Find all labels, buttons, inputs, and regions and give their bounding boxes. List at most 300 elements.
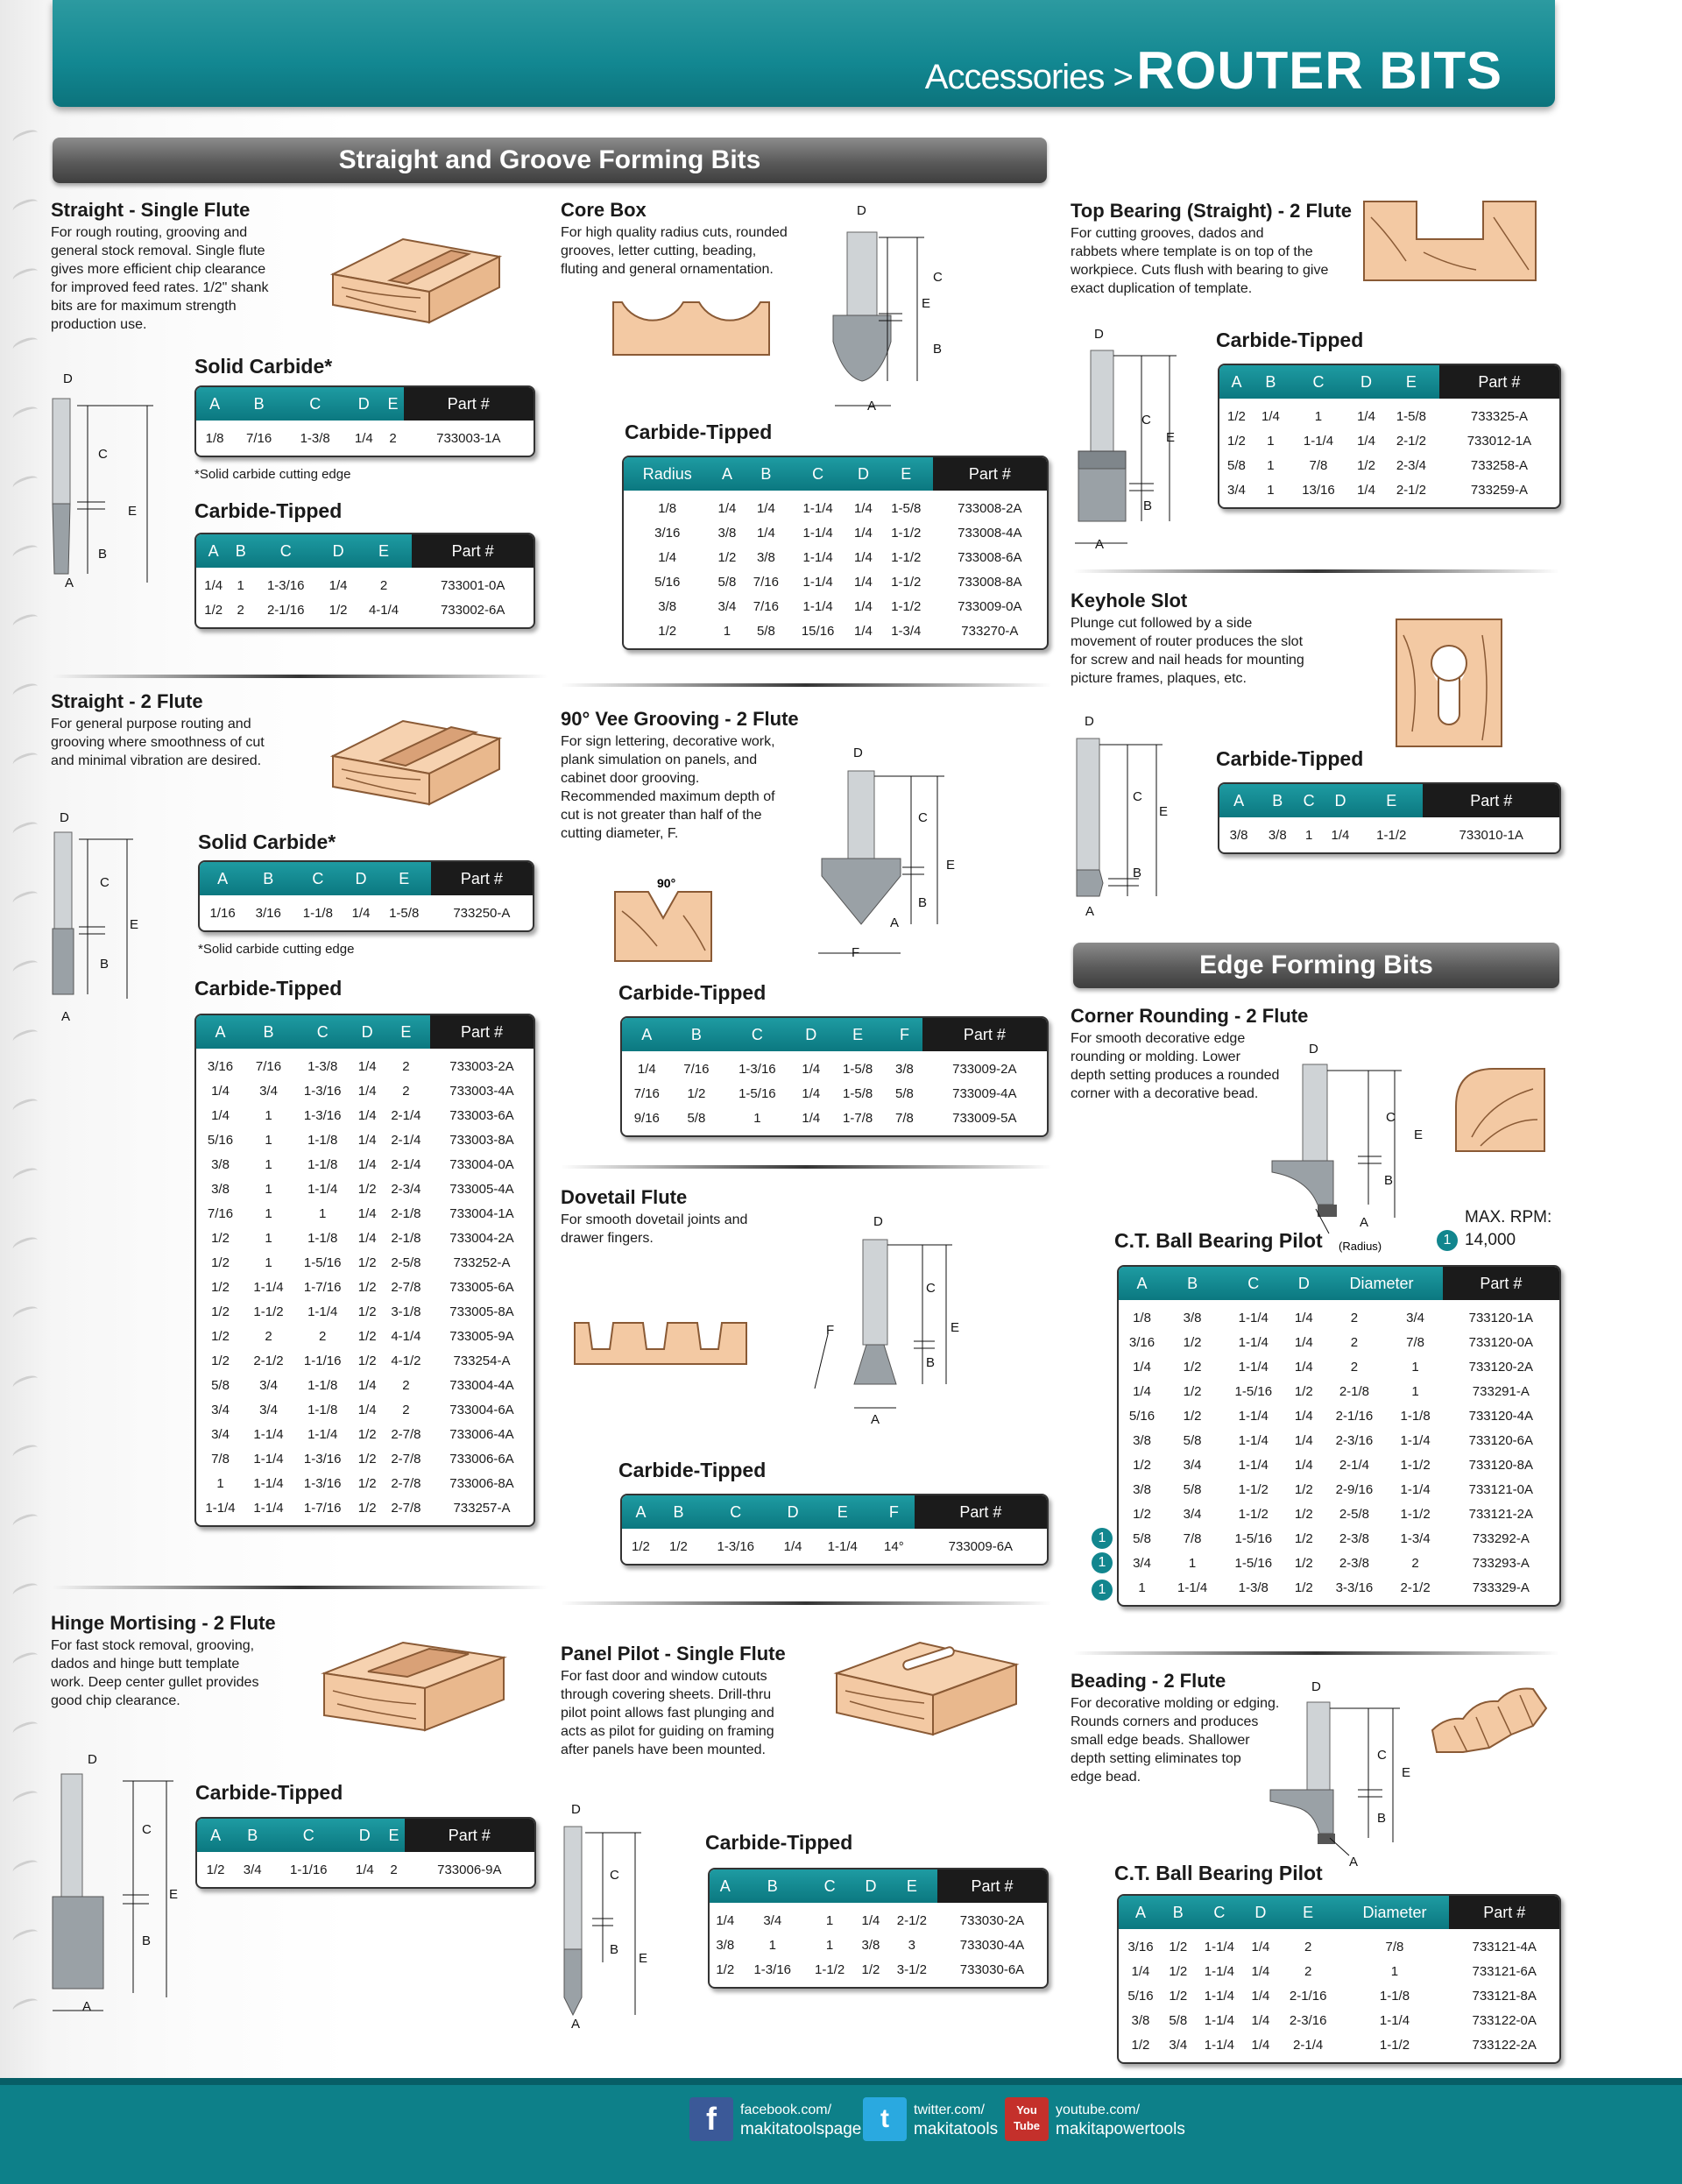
dim-label-d: D bbox=[60, 810, 69, 825]
vee-grooving-section bbox=[561, 708, 841, 843]
dim-label-a: A bbox=[890, 915, 900, 930]
column-header: C bbox=[251, 534, 321, 568]
dim-label-e: E bbox=[130, 917, 139, 932]
straight-two-bit-diagram bbox=[53, 806, 140, 1025]
column-header: D bbox=[345, 387, 382, 421]
column-header: B bbox=[230, 534, 251, 568]
table-title: Carbide-Tipped bbox=[194, 977, 343, 1000]
table-cell: 733005-6A bbox=[449, 1279, 514, 1295]
table-cell: 1/2 bbox=[687, 1085, 706, 1101]
table-cell: 1/4 bbox=[861, 1912, 880, 1928]
table-cell: 1-1/4 bbox=[1177, 1580, 1208, 1595]
top-bearing-section bbox=[1071, 200, 1360, 298]
beading-table bbox=[1117, 1894, 1561, 2064]
table-cell: 1/4 bbox=[354, 430, 373, 446]
table-cell: 1 bbox=[319, 1205, 327, 1221]
corner-rounding-wood-illustration bbox=[1454, 1067, 1546, 1153]
table-title: Carbide-Tipped bbox=[618, 981, 767, 1004]
table-cell: 1 bbox=[723, 623, 731, 639]
table-cell: 733006-8A bbox=[449, 1475, 514, 1491]
table-cell: 1/2 bbox=[1183, 1383, 1202, 1399]
table-cell: 1-1/4 bbox=[1238, 1432, 1269, 1448]
table-cell: 1-1/8 bbox=[1379, 1988, 1410, 2004]
dim-label-b: B bbox=[1384, 1173, 1394, 1188]
table-cell: 1-1/4 bbox=[1238, 1359, 1269, 1375]
table-cell: 2 bbox=[1411, 1555, 1419, 1571]
table-cell: 1/2 bbox=[357, 1279, 377, 1295]
column-header: E bbox=[382, 387, 403, 421]
column-header: Part # bbox=[1439, 365, 1559, 399]
table-cell: 3/4 bbox=[211, 1426, 230, 1442]
table-cell: 3/4 bbox=[243, 1862, 262, 1877]
column-header: E bbox=[382, 1015, 430, 1049]
table-cell: 1-1/2 bbox=[814, 1961, 845, 1977]
column-header: Part # bbox=[431, 862, 533, 895]
dovetail-table bbox=[620, 1494, 1049, 1566]
column-header: F bbox=[887, 1018, 922, 1051]
table-cell: 1 bbox=[1267, 433, 1275, 449]
table-cell: 1-3/16 bbox=[303, 1107, 342, 1123]
table-cell: 5/8 bbox=[687, 1110, 706, 1126]
column-header: C bbox=[697, 1495, 774, 1529]
table-cell: 3/4 bbox=[259, 1083, 278, 1099]
table-cell: 733122-0A bbox=[1472, 2012, 1537, 2028]
facebook-icon: f bbox=[689, 2097, 733, 2141]
table-row bbox=[196, 1049, 534, 1078]
table-cell: 1/4 bbox=[637, 1061, 656, 1077]
dim-label-a: A bbox=[1349, 1855, 1359, 1869]
table-cell: 733121-6A bbox=[1472, 1963, 1537, 1979]
core-box-section bbox=[561, 199, 841, 279]
table-cell: 5/16 bbox=[1127, 1988, 1154, 2004]
keyhole-table bbox=[1218, 782, 1561, 854]
table-cell: 1-1/2 bbox=[891, 549, 922, 565]
table-cell: 1-5/16 bbox=[303, 1255, 342, 1270]
table-row bbox=[196, 1078, 534, 1103]
dim-label-b: B bbox=[142, 1933, 152, 1948]
table-row bbox=[1119, 1354, 1559, 1379]
dim-label-d: D bbox=[1311, 1679, 1321, 1694]
table-cell: 733004-1A bbox=[449, 1205, 514, 1221]
table-cell: 1/4 bbox=[211, 1107, 230, 1123]
table-cell: 1/2 bbox=[211, 1304, 230, 1319]
table-cell: 1/16 bbox=[209, 905, 236, 921]
product-description: For sign lettering, decorative work, plank simulation on panels, and cabinet door grooving. Recommended maximum depth of cut is not greater than half of the cutting diameter, F. bbox=[561, 734, 775, 841]
dim-label-e: E bbox=[1159, 804, 1169, 819]
table-cell: 1/4 bbox=[1331, 827, 1350, 843]
table-cell: 1-3/4 bbox=[891, 623, 922, 639]
dim-label-d: D bbox=[88, 1752, 97, 1767]
straight-single-groove-wood-illustration bbox=[329, 235, 504, 327]
page-header bbox=[53, 0, 1555, 107]
table-title: Solid Carbide* bbox=[198, 830, 336, 853]
vee-angle-label: 90° bbox=[657, 876, 676, 890]
table-cell: 2-1/8 bbox=[1339, 1383, 1370, 1399]
column-header: C bbox=[1288, 365, 1349, 399]
column-header: B bbox=[743, 457, 788, 491]
table-cell: 733250-A bbox=[453, 905, 511, 921]
table-row bbox=[1119, 1551, 1559, 1575]
divider bbox=[561, 1165, 1051, 1169]
table-cell: 1-1/4 bbox=[1204, 1939, 1234, 1954]
table-cell: 1 bbox=[1314, 408, 1323, 424]
table-cell: 1-5/8 bbox=[843, 1085, 873, 1101]
table-cell: 733292-A bbox=[1472, 1530, 1530, 1546]
vee-table bbox=[620, 1016, 1049, 1137]
youtube-text bbox=[1056, 2101, 1185, 2140]
table-cell: 1/2 bbox=[1131, 2037, 1150, 2053]
table-cell: 1-1/16 bbox=[303, 1353, 342, 1368]
column-header: C bbox=[1219, 1267, 1287, 1300]
product-description: For high quality radius cuts, rounded grooves, letter cutting, beading, fluting and general ornamentation. bbox=[561, 225, 788, 277]
dim-label-e: E bbox=[1402, 1765, 1411, 1780]
table-cell: 3/4 bbox=[717, 598, 737, 614]
table-cell: 1 bbox=[1267, 482, 1275, 498]
table-cell: 1/2 bbox=[1294, 1555, 1313, 1571]
core-box-wood-illustration bbox=[611, 298, 774, 364]
table-cell: 1-1/4 bbox=[1204, 2012, 1234, 2028]
column-header: E bbox=[1360, 784, 1423, 817]
table-cell: 733004-6A bbox=[449, 1402, 514, 1417]
table-cell: 1-5/8 bbox=[1396, 408, 1427, 424]
table-cell: 3/8 bbox=[1133, 1481, 1151, 1497]
table-cell: 733005-9A bbox=[449, 1328, 514, 1344]
table-cell: 733004-2A bbox=[449, 1230, 514, 1246]
table-cell: 1 bbox=[1390, 1963, 1399, 1979]
column-header: D bbox=[352, 1015, 382, 1049]
table-cell: 3-1/2 bbox=[896, 1961, 927, 1977]
table-row bbox=[1219, 399, 1559, 428]
table-cell: 1-7/16 bbox=[303, 1279, 342, 1295]
table-row bbox=[196, 1127, 534, 1152]
column-header: Part # bbox=[1443, 1267, 1559, 1300]
table-cell: 4-1/4 bbox=[368, 602, 399, 618]
product-name: Keyhole Slot bbox=[1071, 590, 1188, 611]
table-cell: 1 bbox=[265, 1230, 272, 1246]
column-header: D bbox=[774, 1495, 812, 1529]
table-row bbox=[624, 545, 1047, 569]
table-cell: 1 bbox=[825, 1937, 834, 1953]
table-cell: 1-1/2 bbox=[1379, 2037, 1410, 2053]
table-cell: 2 bbox=[1304, 1963, 1312, 1979]
table-cell: 2-1/4 bbox=[391, 1156, 421, 1172]
column-header: B bbox=[244, 1015, 293, 1049]
table-cell: 1/2 bbox=[357, 1500, 377, 1516]
table-cell: 1-1/4 bbox=[205, 1500, 236, 1516]
column-header: D bbox=[1321, 784, 1360, 817]
table-cell: 1/2 bbox=[1169, 1963, 1188, 1979]
table-cell: 1/4 bbox=[854, 623, 873, 639]
divider bbox=[561, 1601, 1051, 1605]
table-cell: 1/2 bbox=[329, 602, 348, 618]
table-row bbox=[622, 1529, 1047, 1564]
table-cell: 1/4 bbox=[1294, 1457, 1313, 1473]
table-cell: 1/4 bbox=[329, 577, 348, 593]
dim-label-b: B bbox=[1143, 498, 1153, 513]
dovetail-wood-illustration bbox=[573, 1318, 748, 1367]
table-cell: 1-7/8 bbox=[843, 1110, 873, 1126]
table-row bbox=[196, 1324, 534, 1348]
table-cell: 1/2 bbox=[211, 1328, 230, 1344]
table-cell: 733120-2A bbox=[1468, 1359, 1534, 1375]
table-cell: 1-1/4 bbox=[802, 525, 833, 541]
table-cell: 1-1/2 bbox=[1376, 827, 1407, 843]
column-header: A bbox=[622, 1018, 672, 1051]
column-header: Part # bbox=[412, 534, 534, 568]
product-description: For smooth decorative edge rounding or molding. Lower depth setting produces a rounded corner with a decorative bead. bbox=[1071, 1031, 1280, 1101]
table-cell: 1 bbox=[1267, 457, 1275, 473]
table-cell: 1/4 bbox=[1294, 1334, 1313, 1350]
column-header: D bbox=[847, 457, 880, 491]
beading-bit-diagram bbox=[1262, 1672, 1410, 1873]
straight-single-bit-diagram bbox=[53, 372, 158, 600]
dim-label-a: A bbox=[1085, 904, 1095, 919]
table-cell: 733009-4A bbox=[952, 1085, 1017, 1101]
product-description: For decorative molding or edging. Rounds corners and produces small edge beads. Shallower depth setting eliminates top edge bead. bbox=[1071, 1696, 1280, 1785]
table-cell: 733121-2A bbox=[1468, 1506, 1534, 1522]
table-cell: 3/16 bbox=[255, 905, 281, 921]
product-name: Corner Rounding - 2 Flute bbox=[1071, 1005, 1309, 1027]
table-cell: 4-1/2 bbox=[391, 1353, 421, 1368]
product-name: Straight - 2 Flute bbox=[51, 690, 203, 712]
table-cell: 2-3/16 bbox=[1289, 2012, 1327, 2028]
table-cell: 1/2 bbox=[1169, 1939, 1188, 1954]
table-cell: 1 bbox=[1138, 1580, 1146, 1595]
youtube-line1: youtube.com/ bbox=[1056, 2103, 1141, 2117]
table-cell: 1/2 bbox=[1227, 408, 1246, 424]
column-header: E bbox=[887, 1869, 937, 1903]
table-row bbox=[624, 618, 1047, 648]
table-cell: 3/4 bbox=[1183, 1506, 1202, 1522]
table-row bbox=[1119, 2008, 1559, 2032]
table-cell: 5/8 bbox=[756, 623, 775, 639]
table-cell: 2 bbox=[1350, 1359, 1359, 1375]
dim-label-a: A bbox=[1095, 537, 1105, 552]
table-row bbox=[622, 1051, 1047, 1081]
column-header: E bbox=[378, 862, 431, 895]
column-header: B bbox=[672, 1018, 722, 1051]
table-cell: 1-5/16 bbox=[1234, 1530, 1273, 1546]
table-cell: 1 bbox=[768, 1937, 776, 1953]
dim-label-e: E bbox=[946, 858, 956, 873]
table-cell: 733006-6A bbox=[449, 1451, 514, 1467]
table-cell: 1/4 bbox=[1357, 408, 1375, 424]
column-header: C bbox=[293, 1015, 352, 1049]
table-cell: 1/2 bbox=[861, 1961, 880, 1977]
dim-label-f: F bbox=[852, 945, 860, 960]
table-cell: 1 bbox=[265, 1107, 272, 1123]
dim-label-d: D bbox=[63, 371, 73, 386]
table-cell: 733003-2A bbox=[449, 1058, 514, 1074]
table-cell: 733329-A bbox=[1472, 1580, 1530, 1595]
table-cell: 1 bbox=[265, 1132, 272, 1148]
table-row bbox=[1119, 2032, 1559, 2062]
table-cell: 2 bbox=[389, 430, 397, 446]
column-header: A bbox=[1219, 365, 1254, 399]
max-rpm-badge: 1 bbox=[1437, 1230, 1458, 1251]
table-cell: 1/4 bbox=[1251, 1963, 1270, 1979]
table-row bbox=[196, 1250, 534, 1275]
table-cell: 733005-8A bbox=[449, 1304, 514, 1319]
hinge-mortising-section bbox=[51, 1612, 322, 1710]
table-cell: 2-7/8 bbox=[391, 1279, 421, 1295]
dim-label-d: D bbox=[571, 1802, 581, 1817]
table-cell: 3-1/8 bbox=[391, 1304, 421, 1319]
table-cell: 2-1/16 bbox=[1289, 1988, 1327, 2004]
table-cell: 1/2 bbox=[357, 1181, 377, 1197]
table-cell: 1/4 bbox=[802, 1061, 821, 1077]
table-cell: 1/4 bbox=[1251, 2037, 1270, 2053]
table-cell: 5/8 bbox=[1183, 1481, 1202, 1497]
column-header: Part # bbox=[1449, 1896, 1559, 1929]
table-row bbox=[196, 421, 534, 456]
spiral-binding bbox=[12, 131, 47, 2050]
divider bbox=[1073, 1651, 1559, 1655]
product-name: Straight - Single Flute bbox=[51, 199, 251, 221]
table-cell: 7/16 bbox=[255, 1058, 282, 1074]
product-description: For fast door and window cutouts through covering sheets. Drill-thru pilot point allows fast plunging and acts as pilot for guiding on framing after panels have been mounted. bbox=[561, 1669, 774, 1757]
table-cell: 5/8 bbox=[211, 1377, 230, 1393]
column-header: F bbox=[873, 1495, 915, 1529]
dim-label-d: D bbox=[873, 1214, 883, 1229]
dim-label-a: A bbox=[571, 2017, 581, 2032]
straight-single-flute-section bbox=[51, 199, 314, 334]
table-cell: 1 bbox=[216, 1475, 224, 1491]
table-row bbox=[1119, 1452, 1559, 1477]
table-cell: 1/4 bbox=[854, 525, 873, 541]
table-cell: 1-1/4 bbox=[1238, 1408, 1269, 1424]
table-cell: 1/2 bbox=[716, 1961, 735, 1977]
table-row bbox=[196, 1471, 534, 1495]
column-header: A bbox=[710, 457, 743, 491]
table-cell: 2 bbox=[402, 1402, 410, 1417]
table-cell: 1-1/4 bbox=[253, 1279, 284, 1295]
dim-label-d: D bbox=[1094, 327, 1104, 342]
column-header: Radius bbox=[624, 457, 710, 491]
table-cell: 733008-4A bbox=[958, 525, 1022, 541]
column-header: Part # bbox=[922, 1018, 1047, 1051]
table-row bbox=[1119, 1526, 1559, 1551]
table-cell: 733270-A bbox=[961, 623, 1019, 639]
table-row bbox=[196, 1348, 534, 1373]
table-title: Carbide-Tipped bbox=[705, 1831, 853, 1854]
column-header: C bbox=[1297, 784, 1321, 817]
column-header: C bbox=[271, 1819, 346, 1852]
table-cell: 7/8 bbox=[1406, 1334, 1425, 1350]
column-header: A bbox=[196, 1015, 244, 1049]
table-cell: 1/4 bbox=[355, 1862, 374, 1877]
table-cell: 1-5/16 bbox=[1234, 1383, 1273, 1399]
column-header: A bbox=[622, 1495, 660, 1529]
column-header: E bbox=[1276, 1896, 1340, 1929]
table-cell: 7/16 bbox=[683, 1061, 710, 1077]
table-cell: 3/8 bbox=[1133, 1432, 1151, 1448]
table-row bbox=[710, 1933, 1047, 1957]
table-cell: 1/2 bbox=[357, 1451, 377, 1467]
straight-two-solid-table bbox=[198, 860, 534, 932]
table-cell: 2 bbox=[319, 1328, 327, 1344]
max-rpm-label: MAX. RPM: bbox=[1465, 1208, 1552, 1226]
table-cell: 7/16 bbox=[753, 574, 779, 590]
table-cell: 2-7/8 bbox=[391, 1451, 421, 1467]
column-header: B bbox=[1254, 365, 1288, 399]
table-cell: 1/4 bbox=[1133, 1359, 1151, 1375]
table-title: Carbide-Tipped bbox=[618, 1459, 767, 1481]
table-cell: 733291-A bbox=[1472, 1383, 1530, 1399]
table-cell: 1/2 bbox=[1183, 1408, 1202, 1424]
table-cell: 1-1/8 bbox=[307, 1156, 338, 1172]
table-cell: 1-5/8 bbox=[843, 1061, 873, 1077]
table-cell: 1/2 bbox=[1183, 1334, 1202, 1350]
table-cell: 5/8 bbox=[1133, 1530, 1151, 1546]
table-cell: 733030-4A bbox=[959, 1937, 1025, 1953]
table-cell: 1/4 bbox=[1251, 2012, 1270, 2028]
column-header: C bbox=[804, 1869, 855, 1903]
table-title: Solid Carbide* bbox=[194, 355, 333, 378]
table-cell: 733008-6A bbox=[958, 549, 1022, 565]
dim-label-e: E bbox=[128, 504, 138, 519]
column-header: D bbox=[344, 862, 377, 895]
table-cell: 1-5/8 bbox=[891, 500, 922, 516]
table-cell: 2-1/8 bbox=[391, 1230, 421, 1246]
table-cell: 5/16 bbox=[207, 1132, 234, 1148]
table-cell: 3/4 bbox=[1133, 1555, 1151, 1571]
dim-label-d: D bbox=[853, 746, 863, 760]
table-cell: 1/4 bbox=[1357, 482, 1375, 498]
table-cell: 1-1/2 bbox=[1400, 1457, 1431, 1473]
facebook-line2: makitatoolspage bbox=[740, 2120, 862, 2138]
straight-single-solid-table bbox=[194, 385, 535, 457]
table-cell: 733122-2A bbox=[1472, 2037, 1537, 2053]
footnote: *Solid carbide cutting edge bbox=[198, 942, 355, 957]
dim-label-a: A bbox=[65, 576, 74, 590]
vee-bit-diagram bbox=[806, 736, 964, 964]
panel-pilot-section bbox=[561, 1643, 841, 1759]
table-cell: 2-3/4 bbox=[391, 1181, 421, 1197]
table-cell: 5/16 bbox=[654, 574, 681, 590]
table-cell: 1-1/4 bbox=[802, 598, 833, 614]
table-cell: 7/16 bbox=[207, 1205, 234, 1221]
top-bearing-table bbox=[1218, 364, 1561, 509]
table-cell: 733293-A bbox=[1472, 1555, 1530, 1571]
table-row bbox=[196, 1177, 534, 1201]
table-cell: 1/2 bbox=[658, 623, 677, 639]
divider bbox=[1073, 569, 1559, 573]
table-cell: 733121-0A bbox=[1468, 1481, 1534, 1497]
table-cell: 733001-0A bbox=[440, 577, 505, 593]
table-cell: 1/4 bbox=[357, 1132, 377, 1148]
table-cell: 15/16 bbox=[801, 623, 835, 639]
dim-label-c: C bbox=[100, 875, 110, 890]
table-cell: 3/8 bbox=[716, 1937, 735, 1953]
table-cell: 1-1/2 bbox=[1238, 1506, 1269, 1522]
table-cell: 1/4 bbox=[1294, 1359, 1313, 1375]
straight-single-ct-table bbox=[194, 533, 535, 629]
table-row bbox=[196, 1226, 534, 1250]
table-cell: 2 bbox=[237, 602, 244, 618]
table-cell: 2 bbox=[265, 1328, 272, 1344]
dim-label-b: B bbox=[98, 547, 108, 562]
divider bbox=[561, 683, 1051, 687]
table-cell: 1-1/4 bbox=[802, 500, 833, 516]
product-description: For general purpose routing and grooving where smoothness of cut and minimal vibration are desired. bbox=[51, 717, 265, 768]
column-header: B bbox=[741, 1869, 804, 1903]
table-cell: 733009-5A bbox=[952, 1110, 1017, 1126]
dim-label-e: E bbox=[169, 1887, 179, 1902]
table-cell: 3/16 bbox=[1127, 1939, 1154, 1954]
table-cell: 1-1/4 bbox=[802, 574, 833, 590]
table-cell: 1/2 bbox=[1357, 457, 1375, 473]
